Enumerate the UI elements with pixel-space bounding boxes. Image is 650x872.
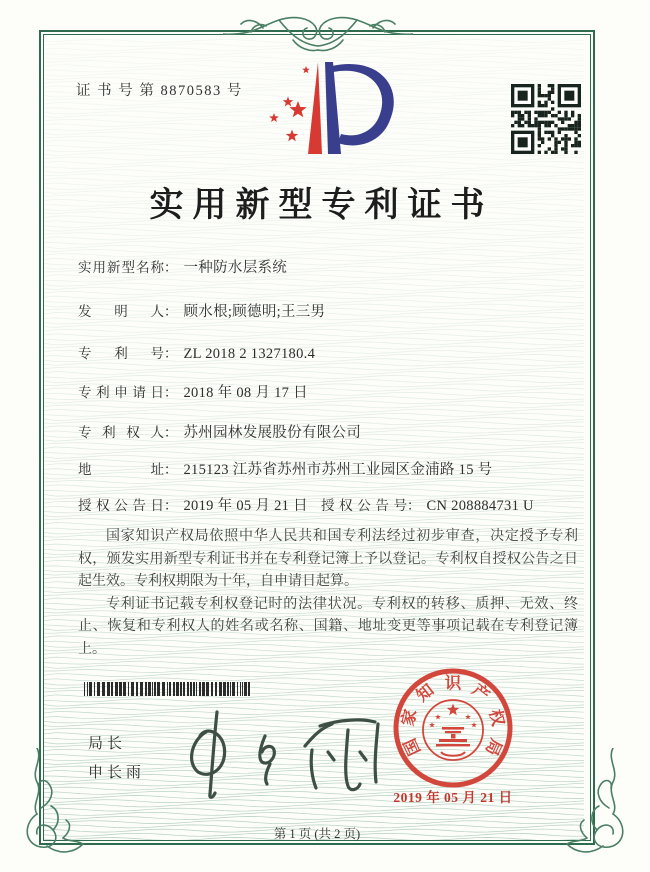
certificate-title: 实用新型专利证书 [149,187,494,224]
seal-date: 2019 年 05 月 21 日 [393,790,513,805]
field-label: 专利申请日 [78,385,164,400]
field-value: 2019 年 05 月 21 日 [183,498,308,514]
field-value: 一种防水层系统 [183,260,288,276]
field-label: 发明人 [78,304,164,319]
field-label: 专利号 [78,346,164,361]
svg-text:局: 局 [481,735,506,759]
field-colon: ： [164,462,178,477]
field-value: 215123 江苏省苏州市苏州工业园区金浦路 15 号 [183,462,493,478]
field-colon: ： [164,425,178,440]
legal-paragraph-2: 专利证书记载专利权登记时的法律状况。专利权的转移、质押、无效、终止、恢复和专利权人的姓名或名称、国籍、地址变更等事项记载在专利登记簿上。 [78,596,578,657]
legal-paragraph-1: 国家知识产权局依照中华人民共和国专利法经过初步审查，决定授予专利权，颁发实用新型专利证书并在专利登记簿上予以登记。专利权自授权公告之日起生效。专利权期限为十年，自申请日起算。 [78,529,578,589]
director-signature [170,700,405,800]
field-label: 专利权人 [78,425,164,440]
svg-text:知: 知 [412,680,438,706]
field-value: ZL 2018 2 1327180.4 [183,346,316,362]
barcode [84,682,252,696]
field-colon: ： [164,304,178,319]
director-title: 局长 [88,736,127,752]
director-name: 申长雨 [88,765,146,781]
field-colon: ： [164,260,178,275]
field-row [78,256,583,277]
field-colon: ： [164,385,178,400]
field-label: 地址 [78,462,164,477]
field-value: 顾水根;顾德明;王三男 [183,304,326,320]
svg-text:识: 识 [444,673,462,693]
field-row [78,300,583,321]
page-indicator: 第 1 页 (共 2 页) [273,827,361,841]
field-row [78,458,583,479]
field-label: 授权公告日 [78,498,164,513]
svg-text:产: 产 [468,680,494,706]
field-value: 苏州园林发展股份有限公司 [183,425,362,441]
certificate-number: 证 书 号 第 8870583 号 [76,83,243,99]
field-colon: ： [164,498,178,513]
certificate-fields [78,250,583,514]
qr-code [511,84,581,154]
field-pair-secondary [321,494,534,515]
field-row [78,421,583,442]
field-row [78,381,583,402]
field-label: 实用新型名称 [78,260,164,275]
field-row [78,342,583,363]
legal-text [78,526,578,661]
field-label: 授权公告号 [321,498,407,513]
director-block [88,730,145,788]
svg-text:家: 家 [398,707,421,728]
cnipa-logo [262,58,422,170]
field-row [78,494,583,515]
official-seal [389,664,517,792]
svg-text:国: 国 [400,735,425,759]
field-colon: ： [407,498,421,513]
field-colon: ： [164,346,178,361]
field-value: 2018 年 08 月 17 日 [183,385,308,401]
svg-text:权: 权 [485,707,508,728]
field-value: CN 208884731 U [426,498,534,514]
